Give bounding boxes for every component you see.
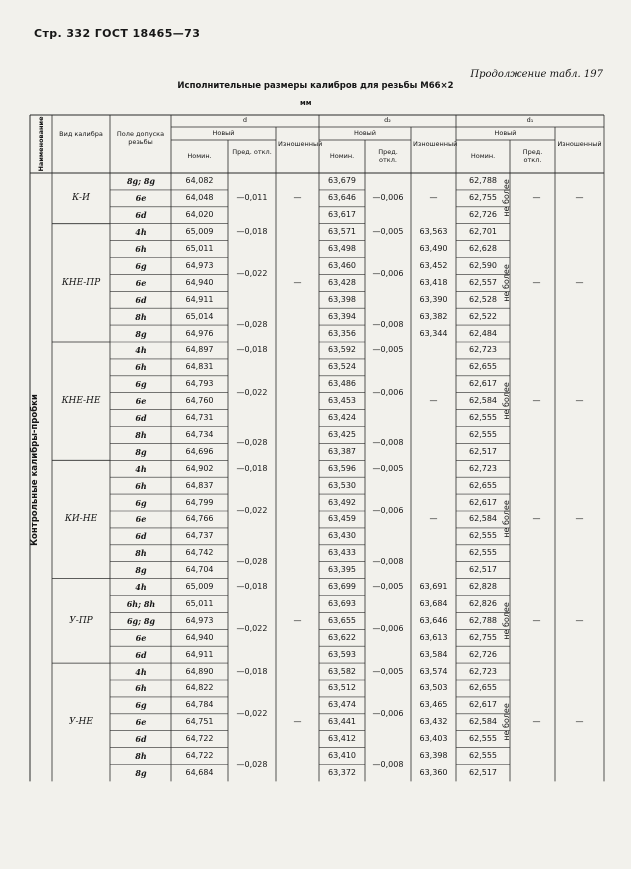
d2-nominal: 63,430 — [328, 531, 356, 541]
tolerance-field: 6d — [135, 210, 147, 221]
d-deviation: —0,022 — [236, 708, 268, 718]
tolerance-field: 6d — [135, 413, 147, 424]
tolerance-field: 6h — [135, 683, 147, 694]
d-deviation: —0,018 — [236, 666, 268, 676]
d1-nominal: 62,617 — [469, 497, 497, 507]
d2-nominal: 63,425 — [328, 429, 356, 439]
d2-deviation: —0,005 — [372, 463, 404, 473]
header-d2: d₂ — [384, 116, 391, 124]
table-continuation-label: Продолжение табл. 197 — [470, 69, 603, 80]
d-deviation: —0,022 — [236, 269, 268, 279]
d1-worn: — — [575, 277, 584, 287]
tolerance-field: 6e — [135, 396, 147, 407]
d1-nominal: 62,655 — [469, 480, 497, 490]
d1-nominal: 62,726 — [469, 210, 497, 220]
tolerance-field: 6d — [135, 294, 147, 305]
tolerance-field: 6d — [135, 649, 147, 660]
d1-nominal: 62,555 — [469, 734, 497, 744]
d2-nominal: 63,593 — [328, 649, 356, 659]
d-nominal: 64,897 — [185, 345, 214, 355]
d2-worn: 63,646 — [419, 615, 448, 625]
d-nominal: 64,940 — [185, 277, 214, 287]
d-worn: — — [293, 615, 302, 625]
tolerance-field: 6e — [135, 193, 147, 204]
d-deviation: —0,018 — [236, 582, 268, 592]
d-nominal: 64,973 — [185, 615, 214, 625]
d2-nominal: 63,655 — [328, 615, 356, 625]
tolerance-field: 6d — [135, 531, 147, 542]
d2-worn: 63,398 — [419, 751, 448, 761]
d1-worn: — — [575, 193, 584, 203]
d2-deviation: —0,006 — [372, 624, 404, 634]
d1-worn: — — [575, 514, 584, 524]
tolerance-field: 6g — [135, 379, 147, 390]
calibre-type: У-НЕ — [69, 717, 93, 728]
d2-nominal: 63,394 — [328, 311, 356, 321]
tolerance-field: 6h — [135, 244, 147, 255]
tolerance-field: 8g — [135, 565, 147, 576]
d1-nominal: 62,590 — [469, 260, 497, 270]
d-nominal: 64,760 — [185, 396, 214, 406]
table-unit: мм — [300, 99, 312, 107]
d2-worn: 63,360 — [419, 767, 448, 777]
d-nominal: 64,976 — [185, 328, 214, 338]
d2-nominal: 63,356 — [328, 328, 356, 338]
calibre-type: КИ-НЕ — [64, 514, 98, 525]
d-nominal: 64,837 — [185, 480, 214, 490]
d1-nominal: 62,584 — [469, 514, 497, 524]
d2-deviation: —0,008 — [372, 320, 404, 330]
header-pred-2: Пред. откл. — [378, 148, 398, 164]
d-deviation: —0,018 — [236, 345, 268, 355]
d2-deviation: —0,008 — [372, 759, 404, 769]
calibre-type: К-И — [72, 193, 90, 204]
d-nominal: 64,973 — [185, 260, 214, 270]
d1-nominal: 62,723 — [469, 666, 497, 676]
header-nomin-3: Номин. — [470, 152, 496, 160]
d1-nominal: 62,826 — [469, 598, 497, 608]
d-deviation: —0,022 — [236, 624, 268, 634]
d2-worn: 63,684 — [419, 598, 448, 608]
d2-nominal: 63,486 — [328, 379, 356, 389]
d-deviation: —0,011 — [236, 193, 268, 203]
d2-worn: — — [429, 193, 438, 203]
header-iznosh-1: Изношенный — [278, 140, 323, 148]
d1-nominal: 62,655 — [469, 362, 497, 372]
header-d1: d₁ — [526, 116, 534, 124]
d-nominal: 64,737 — [185, 531, 214, 541]
tolerance-field: 4h — [135, 463, 147, 474]
d2-nominal: 63,492 — [328, 497, 356, 507]
d2-deviation: —0,008 — [372, 438, 404, 448]
tolerance-field: 4h — [135, 666, 147, 677]
d-nominal: 64,722 — [185, 734, 214, 744]
d-nominal: 65,011 — [185, 598, 214, 608]
d1-deviation: — — [532, 193, 541, 203]
d-nominal: 65,014 — [185, 311, 214, 321]
tolerance-field: 6d — [135, 734, 147, 745]
d-nominal: 64,822 — [185, 683, 214, 693]
d2-nominal: 63,441 — [328, 717, 356, 727]
d2-deviation: —0,005 — [372, 582, 404, 592]
d-nominal: 65,009 — [185, 227, 214, 237]
tolerance-field: 8h — [135, 311, 147, 322]
table-title: Исполнительные размеры калибров для резьбы М66×2 — [177, 81, 454, 91]
tolerance-field: 6h — [135, 480, 147, 491]
header-pole: Поле допуска резьбы — [116, 130, 165, 146]
d2-nominal: 63,582 — [328, 666, 356, 676]
d2-nominal: 63,679 — [328, 176, 356, 186]
d2-worn: 63,584 — [419, 649, 448, 659]
header-vid: Вид калибра — [59, 130, 103, 138]
d-nominal: 64,940 — [185, 632, 214, 642]
d1-nominal: 62,555 — [469, 751, 497, 761]
d-nominal: 64,793 — [185, 379, 214, 389]
d2-worn: 63,613 — [419, 632, 448, 642]
d2-nominal: 63,372 — [328, 767, 356, 777]
d2-nominal: 63,596 — [328, 463, 356, 473]
d-nominal: 64,911 — [185, 649, 214, 659]
d1-deviation: — — [532, 717, 541, 727]
d-nominal: 64,742 — [185, 548, 214, 558]
d1-worn: — — [575, 396, 584, 406]
header-novyi-1: Новый — [212, 129, 235, 137]
d1-nominal: 62,726 — [469, 649, 497, 659]
d2-deviation: —0,006 — [372, 506, 404, 515]
d1-deviation: — — [532, 396, 541, 406]
tolerance-field: 8h — [135, 429, 147, 440]
ne-bolee-label: не более — [502, 703, 511, 741]
header-pred-1: Пред. откл. — [232, 148, 272, 156]
d-nominal: 64,020 — [185, 210, 214, 220]
d1-nominal: 62,584 — [469, 717, 497, 727]
d2-nominal: 63,410 — [328, 751, 356, 761]
d1-nominal: 62,522 — [469, 311, 497, 321]
d-deviation: —0,018 — [236, 463, 268, 473]
d2-worn: 63,382 — [419, 311, 448, 321]
header-pred-3: Пред. откл. — [522, 148, 543, 164]
d-nominal: 64,890 — [185, 666, 214, 676]
d1-nominal: 62,655 — [469, 683, 497, 693]
d-nominal: 64,704 — [185, 565, 214, 575]
d2-worn: 63,503 — [419, 683, 448, 693]
d2-worn: — — [429, 514, 438, 524]
tolerance-field: 6h; 8h — [126, 598, 156, 609]
tolerance-field: 8h — [135, 751, 147, 762]
d2-worn: 63,344 — [419, 328, 448, 338]
tolerance-field: 8g; 8g — [126, 176, 156, 187]
d2-nominal: 63,699 — [328, 582, 356, 592]
d2-nominal: 63,453 — [328, 396, 356, 406]
d1-nominal: 62,557 — [469, 277, 497, 287]
d2-nominal: 63,428 — [328, 277, 356, 287]
d1-nominal: 62,555 — [469, 548, 497, 558]
d1-nominal: 62,617 — [469, 700, 497, 710]
d-nominal: 64,784 — [185, 700, 214, 710]
d-nominal: 64,751 — [185, 717, 214, 727]
ne-bolee-label: не более — [502, 382, 511, 420]
tolerance-field: 6g — [135, 497, 147, 508]
tolerance-field: 4h — [135, 582, 147, 593]
d-nominal: 64,731 — [185, 413, 214, 423]
d1-nominal: 62,723 — [469, 463, 497, 473]
d1-nominal: 62,484 — [469, 328, 497, 338]
d2-nominal: 63,512 — [328, 683, 356, 693]
d-nominal: 64,902 — [185, 463, 214, 473]
header-nomin-1: Номин. — [187, 152, 212, 160]
d1-nominal: 62,628 — [469, 244, 497, 254]
d-nominal: 64,911 — [185, 294, 214, 304]
d2-nominal: 63,693 — [328, 598, 356, 608]
calibre-type: У-ПР — [69, 615, 93, 626]
d-nominal: 65,011 — [185, 244, 214, 254]
d-nominal: 64,684 — [185, 767, 214, 777]
d1-nominal: 62,517 — [469, 565, 497, 575]
tolerance-field: 8g — [135, 446, 147, 457]
header-iznosh-2: Изношенный — [413, 140, 458, 148]
d-deviation: —0,018 — [236, 227, 268, 237]
d1-nominal: 62,788 — [469, 176, 497, 186]
d-deviation: —0,022 — [236, 506, 268, 515]
d1-nominal: 62,788 — [469, 615, 497, 625]
d2-deviation: —0,005 — [372, 227, 404, 237]
d2-deviation: —0,006 — [372, 387, 404, 397]
d2-nominal: 63,617 — [328, 210, 356, 220]
d2-nominal: 63,424 — [328, 413, 356, 423]
d2-worn: 63,574 — [419, 666, 448, 676]
d2-worn: 63,691 — [419, 582, 448, 592]
d2-nominal: 63,571 — [328, 227, 356, 237]
d-nominal: 64,734 — [185, 429, 214, 439]
d1-nominal: 62,517 — [469, 767, 497, 777]
d1-worn: — — [575, 717, 584, 727]
d2-worn: 63,490 — [419, 244, 448, 254]
d2-worn: 63,418 — [419, 277, 448, 287]
d2-worn: 63,563 — [419, 227, 448, 237]
d2-worn: — — [429, 396, 438, 406]
d2-nominal: 63,498 — [328, 244, 356, 254]
d1-nominal: 62,755 — [469, 193, 497, 203]
d1-nominal: 62,517 — [469, 446, 497, 456]
d1-nominal: 62,584 — [469, 396, 497, 406]
d-worn: — — [293, 277, 302, 287]
d1-nominal: 62,723 — [469, 345, 497, 355]
d1-nominal: 62,701 — [469, 227, 497, 237]
header-d: d — [242, 116, 248, 124]
d2-nominal: 63,524 — [328, 362, 356, 372]
d-nominal: 64,048 — [185, 193, 214, 203]
d-nominal: 64,082 — [185, 176, 214, 186]
d2-nominal: 63,592 — [328, 345, 356, 355]
d-nominal: 64,831 — [185, 362, 214, 372]
d2-nominal: 63,398 — [328, 294, 356, 304]
d2-worn: 63,390 — [419, 294, 448, 304]
d1-nominal: 62,617 — [469, 379, 497, 389]
d2-nominal: 63,622 — [328, 632, 356, 642]
d2-deviation: —0,006 — [372, 193, 404, 203]
d1-worn: — — [575, 615, 584, 625]
d2-deviation: —0,006 — [372, 708, 404, 718]
tolerance-field: 8h — [135, 548, 147, 559]
d-deviation: —0,028 — [236, 438, 268, 448]
d-worn: — — [293, 193, 302, 203]
tolerance-field: 8g — [135, 767, 147, 778]
d1-deviation: — — [532, 615, 541, 625]
ne-bolee-label: не более — [502, 500, 511, 539]
d1-deviation: — — [532, 277, 541, 287]
d-nominal: 64,799 — [185, 497, 214, 507]
header-novyi-3: Новый — [494, 129, 517, 137]
d2-deviation: —0,005 — [372, 666, 404, 676]
d-worn: — — [293, 717, 302, 727]
page-header: Стр. 332 ГОСТ 18465—73 — [34, 27, 201, 40]
header-nomin-2: Номин. — [329, 152, 355, 160]
d2-worn: 63,465 — [419, 700, 448, 710]
ne-bolee-label: не более — [502, 602, 511, 640]
d2-nominal: 63,412 — [328, 734, 356, 744]
d-deviation: —0,022 — [236, 387, 268, 397]
d2-nominal: 63,459 — [328, 514, 356, 524]
tolerance-field: 6e — [135, 632, 147, 643]
tolerance-field: 4h — [135, 345, 147, 356]
d-nominal: 64,722 — [185, 751, 214, 761]
tolerance-field: 4h — [135, 227, 147, 238]
d-deviation: —0,028 — [236, 759, 268, 769]
header-naimenovanie: Наименование — [37, 116, 45, 172]
d2-nominal: 63,474 — [328, 700, 356, 710]
d-nominal: 64,766 — [185, 514, 214, 524]
tolerance-field: 6e — [135, 514, 147, 525]
d2-nominal: 63,433 — [328, 548, 356, 558]
d2-nominal: 63,646 — [328, 193, 356, 203]
tolerance-field: 6g; 8g — [126, 615, 156, 626]
d1-nominal: 62,755 — [469, 632, 497, 642]
d2-deviation: —0,008 — [372, 556, 404, 566]
d1-nominal: 62,555 — [469, 413, 497, 423]
d2-nominal: 63,395 — [328, 565, 356, 575]
d2-nominal: 63,387 — [328, 446, 356, 456]
tolerance-field: 8g — [135, 328, 147, 339]
d1-deviation: — — [532, 514, 541, 524]
d-deviation: —0,028 — [236, 556, 268, 566]
tolerance-field: 6h — [135, 362, 147, 373]
d2-nominal: 63,530 — [328, 480, 356, 490]
d1-nominal: 62,555 — [469, 429, 497, 439]
tolerance-field: 6g — [135, 700, 147, 711]
d2-nominal: 63,460 — [328, 260, 356, 270]
calibre-type: КНЕ-НЕ — [61, 396, 101, 407]
d2-worn: 63,403 — [419, 734, 448, 744]
ne-bolee-label: не более — [502, 179, 511, 218]
d-nominal: 65,009 — [185, 582, 214, 592]
tolerance-field: 6e — [135, 717, 147, 728]
d2-worn: 63,452 — [419, 260, 448, 270]
header-iznosh-3: Изношенный — [557, 140, 602, 148]
calibre-type: КНЕ-ПР — [61, 277, 101, 288]
d2-deviation: —0,005 — [372, 345, 404, 355]
d2-worn: 63,432 — [419, 717, 448, 727]
d2-deviation: —0,006 — [372, 269, 404, 279]
d1-nominal: 62,555 — [469, 531, 497, 541]
d1-nominal: 62,528 — [469, 294, 497, 304]
ne-bolee-label: не более — [502, 264, 511, 302]
header-novyi-2: Новый — [353, 129, 377, 137]
side-label: Контрольные калибры-пробки — [30, 394, 40, 546]
d1-nominal: 62,828 — [469, 582, 497, 592]
tolerance-field: 6g — [135, 260, 147, 271]
tolerance-field: 6e — [135, 277, 147, 288]
d-nominal: 64,696 — [185, 446, 214, 456]
d-deviation: —0,028 — [236, 320, 268, 330]
